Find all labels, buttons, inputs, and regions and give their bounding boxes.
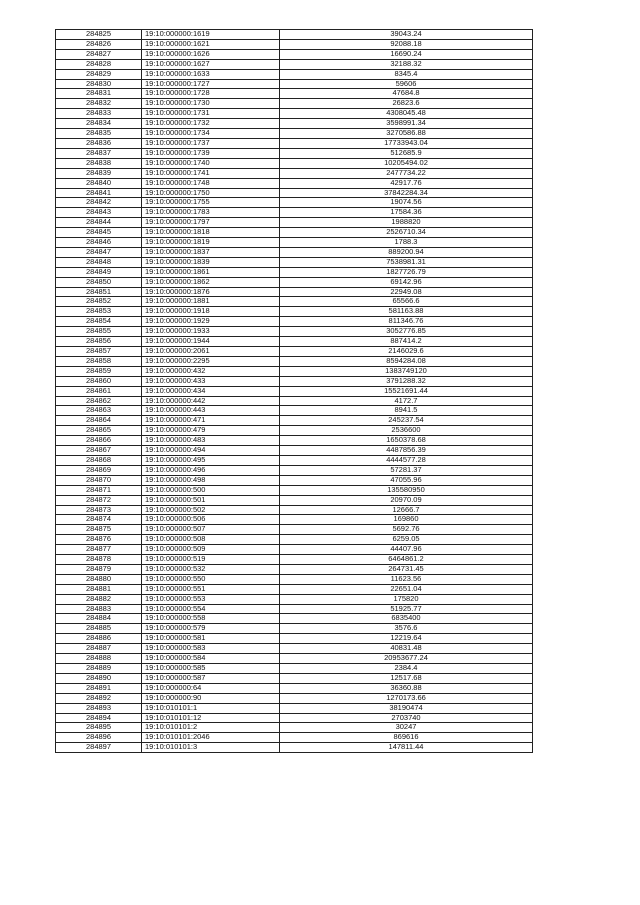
table-row	[56, 317, 533, 327]
table-row	[56, 446, 533, 456]
table-row	[56, 178, 533, 188]
table-row	[56, 168, 533, 178]
row-number-cell: 284856	[56, 337, 142, 347]
cadastral-number-cell: 19:10:000000:509	[142, 545, 280, 555]
table-row	[56, 574, 533, 584]
row-number-cell: 284872	[56, 495, 142, 505]
value-cell: 69142.96	[280, 277, 533, 287]
cadastral-number-cell: 19:10:000000:443	[142, 406, 280, 416]
value-cell: 175820	[280, 594, 533, 604]
table-row	[56, 188, 533, 198]
cadastral-number-cell: 19:10:000000:90	[142, 693, 280, 703]
row-number-cell: 284831	[56, 89, 142, 99]
table-row	[56, 158, 533, 168]
value-cell: 2384.4	[280, 664, 533, 674]
table-row	[56, 426, 533, 436]
table-row	[56, 634, 533, 644]
cadastral-number-cell: 19:10:000000:1626	[142, 49, 280, 59]
value-cell: 512685.9	[280, 148, 533, 158]
value-cell: 12219.64	[280, 634, 533, 644]
row-number-cell: 284850	[56, 277, 142, 287]
value-cell: 15521691.44	[280, 386, 533, 396]
table-row	[56, 564, 533, 574]
value-cell: 4444577.28	[280, 455, 533, 465]
cadastral-number-cell: 19:10:000000:1750	[142, 188, 280, 198]
table-row	[56, 495, 533, 505]
table-row	[56, 515, 533, 525]
row-number-cell: 284846	[56, 238, 142, 248]
value-cell: 245237.54	[280, 416, 533, 426]
value-cell: 8345.4	[280, 69, 533, 79]
cadastral-number-cell: 19:10:000000:508	[142, 535, 280, 545]
table-body	[56, 30, 533, 753]
table-row	[56, 485, 533, 495]
table-row	[56, 297, 533, 307]
value-cell: 581163.88	[280, 307, 533, 317]
table-row	[56, 59, 533, 69]
value-cell: 10205494.02	[280, 158, 533, 168]
value-cell: 2703740	[280, 713, 533, 723]
row-number-cell: 284867	[56, 446, 142, 456]
row-number-cell: 284840	[56, 178, 142, 188]
cadastral-number-cell: 19:10:000000:1881	[142, 297, 280, 307]
cadastral-number-cell: 19:10:000000:1741	[142, 168, 280, 178]
row-number-cell: 284884	[56, 614, 142, 624]
table-row	[56, 138, 533, 148]
table-row	[56, 465, 533, 475]
table-row	[56, 584, 533, 594]
value-cell: 51925.77	[280, 604, 533, 614]
cadastral-number-cell: 19:10:000000:579	[142, 624, 280, 634]
row-number-cell: 284887	[56, 644, 142, 654]
row-number-cell: 284842	[56, 198, 142, 208]
cadastral-number-cell: 19:10:010101:2	[142, 723, 280, 733]
cadastral-number-cell: 19:10:000000:1732	[142, 119, 280, 129]
row-number-cell: 284828	[56, 59, 142, 69]
value-cell: 5692.76	[280, 525, 533, 535]
value-cell: 59606	[280, 79, 533, 89]
value-cell: 889200.94	[280, 247, 533, 257]
row-number-cell: 284837	[56, 148, 142, 158]
table-row	[56, 277, 533, 287]
row-number-cell: 284886	[56, 634, 142, 644]
table-row	[56, 654, 533, 664]
row-number-cell: 284854	[56, 317, 142, 327]
row-number-cell: 284896	[56, 733, 142, 743]
cadastral-number-cell: 19:10:000000:471	[142, 416, 280, 426]
cadastral-number-cell: 19:10:000000:558	[142, 614, 280, 624]
cadastral-number-cell: 19:10:000000:1621	[142, 39, 280, 49]
row-number-cell: 284845	[56, 228, 142, 238]
value-cell: 169860	[280, 515, 533, 525]
table-row	[56, 89, 533, 99]
cadastral-number-cell: 19:10:000000:584	[142, 654, 280, 664]
cadastral-value-table	[55, 29, 533, 753]
cadastral-number-cell: 19:10:000000:532	[142, 564, 280, 574]
value-cell: 811346.76	[280, 317, 533, 327]
table-row	[56, 693, 533, 703]
value-cell: 887414.2	[280, 337, 533, 347]
row-number-cell: 284875	[56, 525, 142, 535]
cadastral-number-cell: 19:10:000000:2295	[142, 356, 280, 366]
value-cell: 57281.37	[280, 465, 533, 475]
value-cell: 65566.6	[280, 297, 533, 307]
cadastral-number-cell: 19:10:000000:434	[142, 386, 280, 396]
table-row	[56, 664, 533, 674]
value-cell: 2536600	[280, 426, 533, 436]
row-number-cell: 284893	[56, 703, 142, 713]
table-row	[56, 743, 533, 753]
cadastral-number-cell: 19:10:000000:1633	[142, 69, 280, 79]
row-number-cell: 284841	[56, 188, 142, 198]
cadastral-number-cell: 19:10:000000:500	[142, 485, 280, 495]
cadastral-number-cell: 19:10:000000:1839	[142, 257, 280, 267]
row-number-cell: 284877	[56, 545, 142, 555]
cadastral-number-cell: 19:10:000000:502	[142, 505, 280, 515]
row-number-cell: 284852	[56, 297, 142, 307]
value-cell: 8941.5	[280, 406, 533, 416]
value-cell: 20970.09	[280, 495, 533, 505]
table-row	[56, 555, 533, 565]
value-cell: 2146029.6	[280, 347, 533, 357]
table-row	[56, 79, 533, 89]
row-number-cell: 284835	[56, 129, 142, 139]
cadastral-number-cell: 19:10:000000:506	[142, 515, 280, 525]
row-number-cell: 284894	[56, 713, 142, 723]
cadastral-number-cell: 19:10:000000:1818	[142, 228, 280, 238]
row-number-cell: 284874	[56, 515, 142, 525]
cadastral-number-cell: 19:10:000000:583	[142, 644, 280, 654]
table-row	[56, 683, 533, 693]
value-cell: 30247	[280, 723, 533, 733]
cadastral-number-cell: 19:10:000000:519	[142, 555, 280, 565]
table-row	[56, 416, 533, 426]
cadastral-number-cell: 19:10:000000:1861	[142, 267, 280, 277]
row-number-cell: 284833	[56, 109, 142, 119]
cadastral-number-cell: 19:10:000000:479	[142, 426, 280, 436]
value-cell: 22651.04	[280, 584, 533, 594]
cadastral-number-cell: 19:10:000000:1944	[142, 337, 280, 347]
row-number-cell: 284836	[56, 138, 142, 148]
table-row	[56, 198, 533, 208]
value-cell: 12666.7	[280, 505, 533, 515]
cadastral-number-cell: 19:10:000000:1797	[142, 218, 280, 228]
value-cell: 3270586.88	[280, 129, 533, 139]
value-cell: 17584.36	[280, 208, 533, 218]
value-cell: 6835400	[280, 614, 533, 624]
table-row	[56, 267, 533, 277]
cadastral-number-cell: 19:10:000000:1862	[142, 277, 280, 287]
table-row	[56, 257, 533, 267]
value-cell: 38190474	[280, 703, 533, 713]
table-row	[56, 39, 533, 49]
value-cell: 36360.88	[280, 683, 533, 693]
cadastral-number-cell: 19:10:000000:507	[142, 525, 280, 535]
value-cell: 2477734.22	[280, 168, 533, 178]
row-number-cell: 284859	[56, 366, 142, 376]
value-cell: 869616	[280, 733, 533, 743]
cadastral-number-cell: 19:10:000000:1740	[142, 158, 280, 168]
row-number-cell: 284870	[56, 475, 142, 485]
cadastral-number-cell: 19:10:000000:483	[142, 436, 280, 446]
value-cell: 26823.6	[280, 99, 533, 109]
cadastral-number-cell: 19:10:000000:581	[142, 634, 280, 644]
value-cell: 1788.3	[280, 238, 533, 248]
row-number-cell: 284878	[56, 555, 142, 565]
value-cell: 12517.68	[280, 673, 533, 683]
value-cell: 47055.96	[280, 475, 533, 485]
table-row	[56, 366, 533, 376]
row-number-cell: 284849	[56, 267, 142, 277]
value-cell: 3052776.85	[280, 327, 533, 337]
table-row	[56, 386, 533, 396]
cadastral-number-cell: 19:10:010101:2046	[142, 733, 280, 743]
row-number-cell: 284857	[56, 347, 142, 357]
row-number-cell: 284880	[56, 574, 142, 584]
row-number-cell: 284855	[56, 327, 142, 337]
cadastral-number-cell: 19:10:000000:1876	[142, 287, 280, 297]
value-cell: 92088.18	[280, 39, 533, 49]
row-number-cell: 284829	[56, 69, 142, 79]
cadastral-number-cell: 19:10:000000:551	[142, 584, 280, 594]
table-row	[56, 406, 533, 416]
value-cell: 147811.44	[280, 743, 533, 753]
table-row	[56, 109, 533, 119]
cadastral-number-cell: 19:10:000000:1727	[142, 79, 280, 89]
table-row	[56, 594, 533, 604]
row-number-cell: 284869	[56, 465, 142, 475]
cadastral-number-cell: 19:10:000000:1737	[142, 138, 280, 148]
value-cell: 16690.24	[280, 49, 533, 59]
row-number-cell: 284890	[56, 673, 142, 683]
table-row	[56, 356, 533, 366]
row-number-cell: 284889	[56, 664, 142, 674]
cadastral-number-cell: 19:10:000000:1783	[142, 208, 280, 218]
cadastral-number-cell: 19:10:000000:1734	[142, 129, 280, 139]
row-number-cell: 284843	[56, 208, 142, 218]
cadastral-number-cell: 19:10:000000:1619	[142, 30, 280, 40]
row-number-cell: 284891	[56, 683, 142, 693]
row-number-cell: 284839	[56, 168, 142, 178]
row-number-cell: 284865	[56, 426, 142, 436]
table-row	[56, 228, 533, 238]
value-cell: 6464861.2	[280, 555, 533, 565]
table-row	[56, 99, 533, 109]
row-number-cell: 284826	[56, 39, 142, 49]
value-cell: 3791288.32	[280, 376, 533, 386]
table-row	[56, 337, 533, 347]
row-number-cell: 284879	[56, 564, 142, 574]
value-cell: 264731.45	[280, 564, 533, 574]
cadastral-number-cell: 19:10:000000:495	[142, 455, 280, 465]
row-number-cell: 284863	[56, 406, 142, 416]
cadastral-number-cell: 19:10:000000:1933	[142, 327, 280, 337]
value-cell: 42917.76	[280, 178, 533, 188]
row-number-cell: 284892	[56, 693, 142, 703]
value-cell: 1650378.68	[280, 436, 533, 446]
table-row	[56, 307, 533, 317]
value-cell: 1827726.79	[280, 267, 533, 277]
cadastral-number-cell: 19:10:000000:1728	[142, 89, 280, 99]
row-number-cell: 284847	[56, 247, 142, 257]
row-number-cell: 284848	[56, 257, 142, 267]
cadastral-number-cell: 19:10:000000:2061	[142, 347, 280, 357]
value-cell: 22949.08	[280, 287, 533, 297]
table-row	[56, 624, 533, 634]
value-cell: 2526710.34	[280, 228, 533, 238]
value-cell: 4308045.48	[280, 109, 533, 119]
cadastral-number-cell: 19:10:000000:550	[142, 574, 280, 584]
value-cell: 1383749120	[280, 366, 533, 376]
value-cell: 3576.6	[280, 624, 533, 634]
row-number-cell: 284885	[56, 624, 142, 634]
row-number-cell: 284860	[56, 376, 142, 386]
value-cell: 7538981.31	[280, 257, 533, 267]
table-row	[56, 475, 533, 485]
table-row	[56, 347, 533, 357]
cadastral-number-cell: 19:10:000000:496	[142, 465, 280, 475]
value-cell: 20953677.24	[280, 654, 533, 664]
table-row	[56, 208, 533, 218]
row-number-cell: 284888	[56, 654, 142, 664]
cadastral-number-cell: 19:10:000000:1819	[142, 238, 280, 248]
cadastral-number-cell: 19:10:000000:494	[142, 446, 280, 456]
table-row	[56, 129, 533, 139]
table-row	[56, 69, 533, 79]
table-row	[56, 49, 533, 59]
cadastral-number-cell: 19:10:000000:1730	[142, 99, 280, 109]
value-cell: 19074.56	[280, 198, 533, 208]
row-number-cell: 284882	[56, 594, 142, 604]
table-row	[56, 713, 533, 723]
row-number-cell: 284861	[56, 386, 142, 396]
row-number-cell: 284862	[56, 396, 142, 406]
table-row	[56, 148, 533, 158]
table-row	[56, 525, 533, 535]
row-number-cell: 284897	[56, 743, 142, 753]
value-cell: 1270173.66	[280, 693, 533, 703]
row-number-cell: 284858	[56, 356, 142, 366]
value-cell: 11623.56	[280, 574, 533, 584]
value-cell: 8594284.08	[280, 356, 533, 366]
cadastral-number-cell: 19:10:010101:3	[142, 743, 280, 753]
table-row	[56, 723, 533, 733]
table-row	[56, 703, 533, 713]
row-number-cell: 284838	[56, 158, 142, 168]
table-row	[56, 535, 533, 545]
row-number-cell: 284832	[56, 99, 142, 109]
cadastral-number-cell: 19:10:000000:64	[142, 683, 280, 693]
table-row	[56, 436, 533, 446]
table-row	[56, 30, 533, 40]
cadastral-number-cell: 19:10:010101:1	[142, 703, 280, 713]
table-row	[56, 644, 533, 654]
table-row	[56, 614, 533, 624]
table-row	[56, 455, 533, 465]
row-number-cell: 284864	[56, 416, 142, 426]
table-row	[56, 218, 533, 228]
value-cell: 32188.32	[280, 59, 533, 69]
table-row	[56, 247, 533, 257]
table-row	[56, 287, 533, 297]
value-cell: 4172.7	[280, 396, 533, 406]
table-row	[56, 604, 533, 614]
table-row	[56, 396, 533, 406]
cadastral-number-cell: 19:10:010101:12	[142, 713, 280, 723]
row-number-cell: 284844	[56, 218, 142, 228]
cadastral-number-cell: 19:10:000000:1837	[142, 247, 280, 257]
cadastral-number-cell: 19:10:000000:1731	[142, 109, 280, 119]
table-row	[56, 238, 533, 248]
table-row	[56, 505, 533, 515]
cadastral-number-cell: 19:10:000000:553	[142, 594, 280, 604]
value-cell: 44407.96	[280, 545, 533, 555]
row-number-cell: 284830	[56, 79, 142, 89]
cadastral-number-cell: 19:10:000000:1755	[142, 198, 280, 208]
cadastral-number-cell: 19:10:000000:432	[142, 366, 280, 376]
value-cell: 1988820	[280, 218, 533, 228]
cadastral-number-cell: 19:10:000000:1627	[142, 59, 280, 69]
cadastral-number-cell: 19:10:000000:433	[142, 376, 280, 386]
value-cell: 47684.8	[280, 89, 533, 99]
table-row	[56, 673, 533, 683]
cadastral-number-cell: 19:10:000000:1748	[142, 178, 280, 188]
value-cell: 135580950	[280, 485, 533, 495]
row-number-cell: 284851	[56, 287, 142, 297]
table-row	[56, 733, 533, 743]
cadastral-number-cell: 19:10:000000:587	[142, 673, 280, 683]
row-number-cell: 284881	[56, 584, 142, 594]
table-row	[56, 119, 533, 129]
table-row	[56, 327, 533, 337]
row-number-cell: 284871	[56, 485, 142, 495]
cadastral-number-cell: 19:10:000000:498	[142, 475, 280, 485]
value-cell: 3598991.34	[280, 119, 533, 129]
row-number-cell: 284827	[56, 49, 142, 59]
row-number-cell: 284866	[56, 436, 142, 446]
value-cell: 40831.48	[280, 644, 533, 654]
row-number-cell: 284873	[56, 505, 142, 515]
value-cell: 39043.24	[280, 30, 533, 40]
cadastral-number-cell: 19:10:000000:1929	[142, 317, 280, 327]
row-number-cell: 284834	[56, 119, 142, 129]
cadastral-number-cell: 19:10:000000:585	[142, 664, 280, 674]
row-number-cell: 284895	[56, 723, 142, 733]
value-cell: 4487856.39	[280, 446, 533, 456]
row-number-cell: 284825	[56, 30, 142, 40]
cadastral-number-cell: 19:10:000000:554	[142, 604, 280, 614]
row-number-cell: 284853	[56, 307, 142, 317]
value-cell: 6259.05	[280, 535, 533, 545]
cadastral-number-cell: 19:10:000000:501	[142, 495, 280, 505]
row-number-cell: 284883	[56, 604, 142, 614]
table-row	[56, 545, 533, 555]
cadastral-number-cell: 19:10:000000:1918	[142, 307, 280, 317]
cadastral-number-cell: 19:10:000000:442	[142, 396, 280, 406]
table-row	[56, 376, 533, 386]
cadastral-number-cell: 19:10:000000:1739	[142, 148, 280, 158]
row-number-cell: 284876	[56, 535, 142, 545]
value-cell: 37842284.34	[280, 188, 533, 198]
value-cell: 17733943.04	[280, 138, 533, 148]
row-number-cell: 284868	[56, 455, 142, 465]
